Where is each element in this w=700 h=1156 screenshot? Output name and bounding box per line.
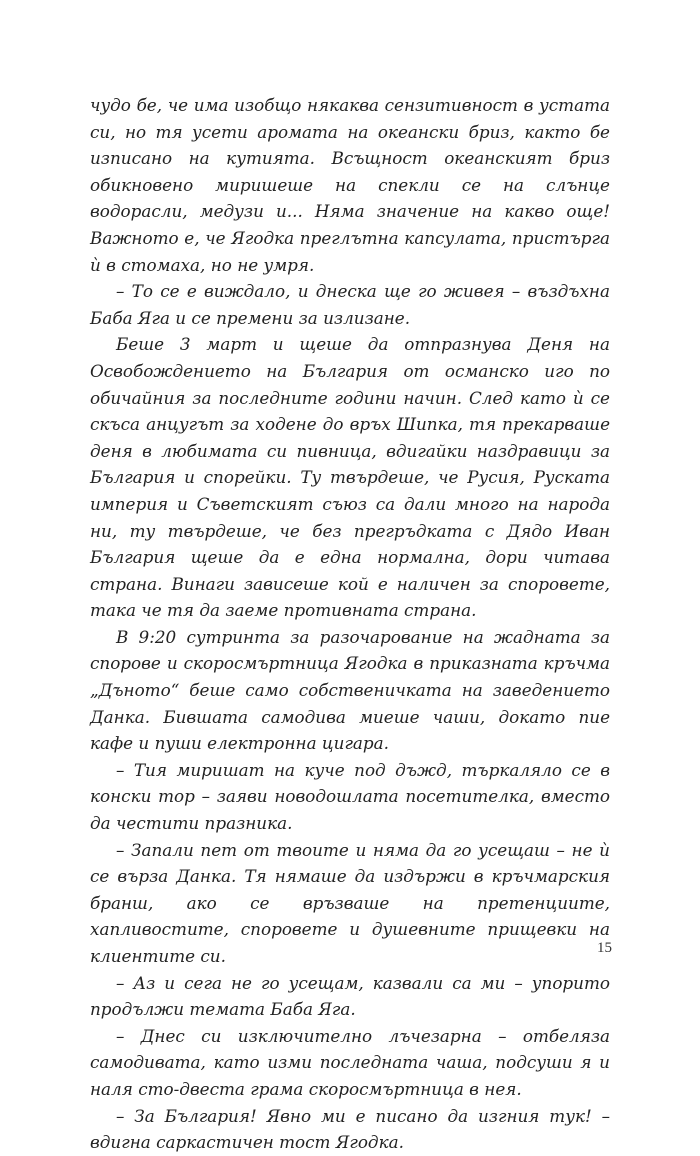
paragraph: – Аз и сега не го усещам, казвали са ми – упорито продължи темата Баба Яга. (90, 972, 610, 1020)
paragraph: – Днес си изключително лъчезарна – отбеляза самодивата, като изми последната чаша, подсуши я и наля сто-двеста грама скоросмъртница в нея. (90, 1025, 610, 1099)
paragraph: – Тия миришат на куче под дъжд, търкаляло се в конски тор – заяви новодошлата посетителка, вместо да честити празника. (90, 759, 610, 834)
paragraph: – За България! Явно ми е писано да изгния тук! – вдигна саркастичен тост Ягодка. (90, 1105, 610, 1153)
page-number: 15 (597, 940, 612, 956)
paragraph: Беше 3 март и щеше да отпразнува Деня на Освобождението на България от османско иго по обичайния за последните години начин. След като ѝ се скъса анцугът за ходене до връх Шипка, тя прекарваше деня в любимата си пивница, вдигайки наздравици за България и спорейки. Ту твърдеше, че Русия, Руската империя и Съветският съюз са дали много на народа ни, ту твърдеше, че без прегръдката с Дядо Иван България щеше да е една нормална, дори читава страна. Винаги зависеше кой е наличен за споровете, така че тя да заеме противната страна. (90, 334, 610, 621)
paragraph: В 9:20 сутринта за разочарование на жадната за спорове и скоросмъртница Ягодка в приказната кръчма „Дъното“ беше само собственичката на заведението Данка. Бившата самодива миеше чаши, докато пие кафе и пуши електронна цигара. (90, 626, 610, 754)
paragraph: – То се е виждало, и днеска ще го живея – въздъхна Баба Яга и се премени за излизане. (90, 281, 610, 328)
page-body (90, 92, 610, 1156)
paragraph: – Запали пет от твоите и няма да го усещаш – не ѝ се върза Данка. Тя нямаше да издържи в кръчмарския бранш, ако се връзваше на претенциите, хапливостите, споровете и душевните прищевки на клиентите си. (90, 839, 610, 966)
paragraph: чудо бе, че има изобщо някаква сензитивност в устата си, но тя усети аромата на океански бриз, както бе изписано на кутията. Всъщност океанският бриз обикновено миришеше на спекли се на слънце водорасли, медузи и... Няма значение на какво още! Важното е, че Ягодка преглътна капсулата, пристърга ѝ в стомаха, но не умря. (90, 95, 610, 275)
